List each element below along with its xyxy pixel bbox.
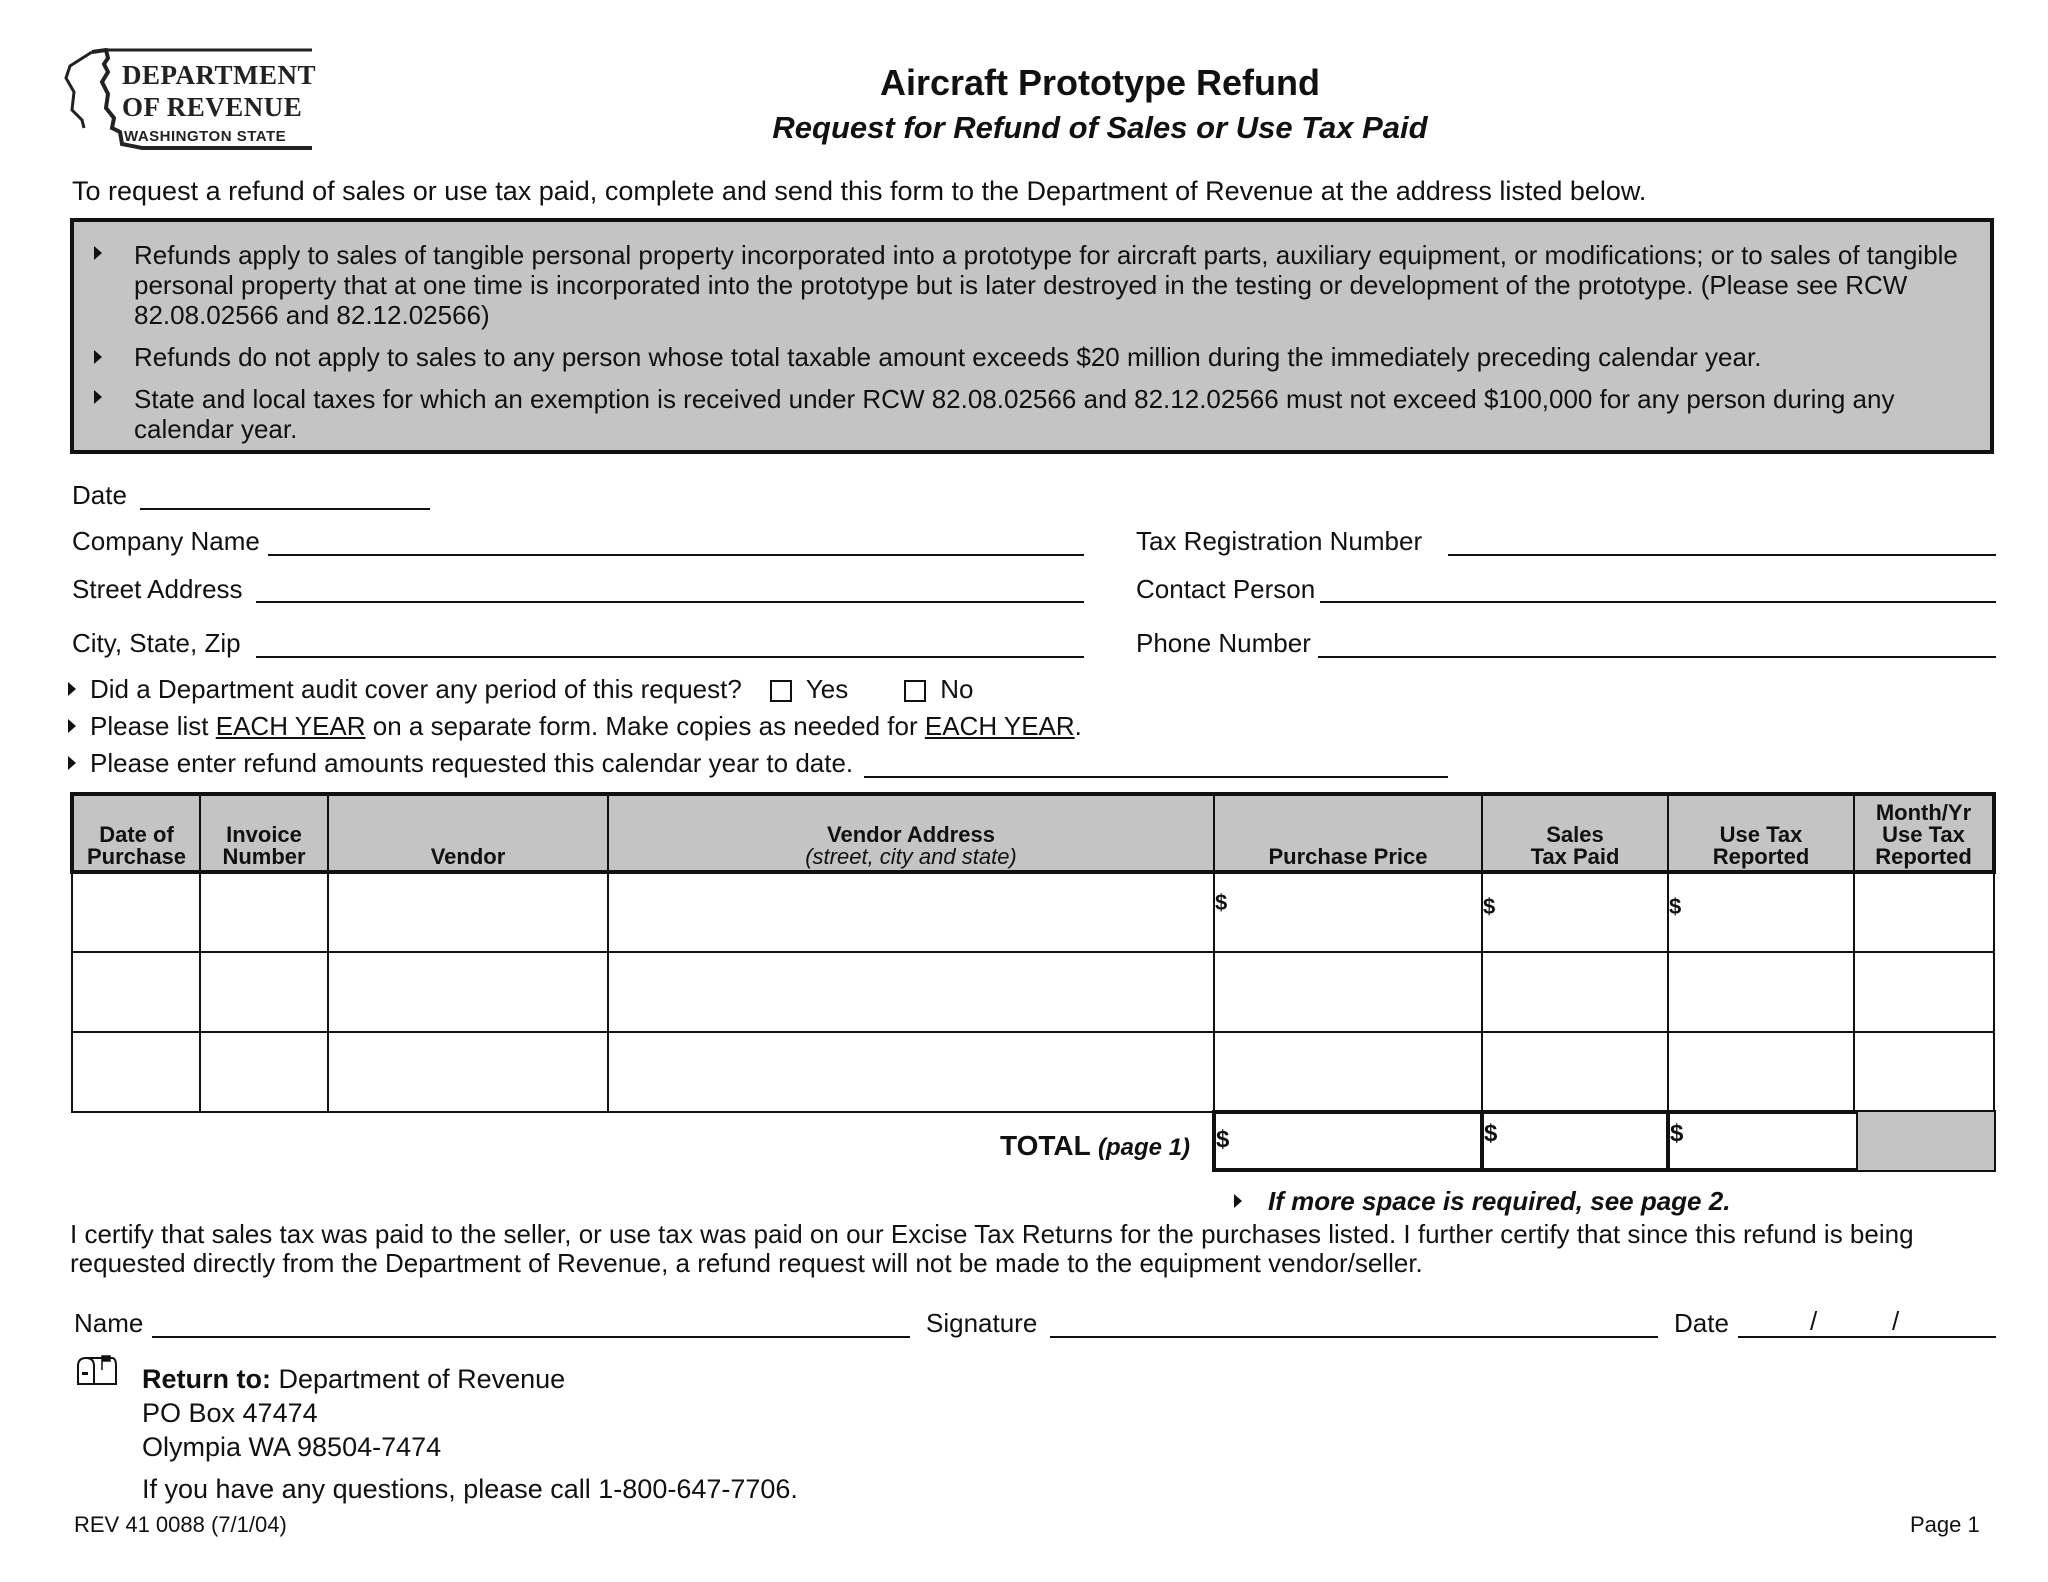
- form-title: Aircraft Prototype Refund: [879, 62, 1321, 103]
- sign-date-field[interactable]: [1738, 1336, 1996, 1338]
- page-number: Page 1: [1910, 1512, 1980, 1537]
- dollar-sign: $: [1215, 890, 1228, 915]
- date-slash: /: [1892, 1306, 1900, 1336]
- logo-line-1: DEPARTMENT: [122, 60, 317, 90]
- return-address: [142, 1362, 798, 1506]
- info-item-1: Refunds apply to sales of tangible personal property incorporated into a prototype for aircraft parts, auxiliary equipment, or modifications; or to sales of tangible personal property that at one time is incorporated into the prototype but is later destroyed in the testing or development of the prototype. (Please see RCW 82.08.02566 and 82.12.02566): [134, 240, 1958, 330]
- table-cell[interactable]: [200, 872, 328, 952]
- note-text: Please list: [90, 711, 216, 741]
- total-use-tax-field[interactable]: [1666, 1110, 1860, 1172]
- intro-text: To request a refund of sales or use tax paid, complete and send this form to the Department of Revenue at the address listed below.: [72, 176, 1647, 206]
- bullet-icon: [68, 682, 76, 696]
- street-address-field[interactable]: [256, 601, 1084, 603]
- refund-amount-question: [68, 748, 853, 779]
- bullet-icon: [94, 382, 116, 412]
- sales-tax-cell[interactable]: [1482, 872, 1668, 952]
- dollar-sign: $: [1670, 1120, 1684, 1147]
- each-year-emphasis: EACH YEAR: [215, 711, 366, 741]
- col-purchase-price: Purchase Price: [1214, 794, 1482, 872]
- return-label: Return to:: [142, 1364, 271, 1394]
- table-cell[interactable]: [328, 872, 608, 952]
- total-sales-tax-field[interactable]: [1480, 1110, 1670, 1172]
- tax-registration-field[interactable]: [1448, 554, 1996, 556]
- total-month-yr-shaded: [1856, 1110, 1996, 1172]
- table-cell[interactable]: [1854, 872, 1994, 952]
- use-tax-cell[interactable]: [1668, 872, 1854, 952]
- logo-line-3: WASHINGTON STATE: [124, 128, 287, 145]
- dollar-sign: $: [1484, 1120, 1498, 1147]
- form-subtitle: Request for Refund of Sales or Use Tax Paid: [772, 110, 1428, 145]
- contact-person-label: Contact Person: [1136, 574, 1316, 604]
- table-cell[interactable]: [608, 1032, 1214, 1112]
- table-cell[interactable]: [608, 872, 1214, 952]
- return-line-1: Department of Revenue: [278, 1364, 566, 1394]
- dollar-sign: $: [1483, 894, 1496, 919]
- table-cell[interactable]: [328, 952, 608, 1032]
- refund-amount-field[interactable]: [864, 776, 1448, 778]
- refund-amount-text: Please enter refund amounts requested this calendar year to date.: [90, 748, 854, 778]
- each-year-note: [68, 711, 1082, 742]
- phone-number-field[interactable]: [1318, 656, 1996, 658]
- more-space-text: If more space is required, see page 2.: [1268, 1186, 1731, 1216]
- table-cell[interactable]: [1482, 952, 1668, 1032]
- questions-phone: If you have any questions, please call 1-800-647-7706.: [142, 1474, 798, 1504]
- bullet-icon: [94, 342, 116, 372]
- bullet-icon: [68, 719, 76, 733]
- bullet-icon: [94, 238, 116, 268]
- dor-logo: [62, 48, 322, 154]
- table-cell[interactable]: [1214, 952, 1482, 1032]
- signature-label: Signature: [926, 1308, 1038, 1338]
- date-label: Date: [72, 480, 127, 510]
- col-vendor: Vendor: [328, 794, 608, 872]
- table-cell[interactable]: [72, 952, 200, 1032]
- contact-person-field[interactable]: [1320, 601, 1996, 603]
- table-cell[interactable]: [1854, 1032, 1994, 1112]
- total-text: TOTAL: [1000, 1130, 1091, 1161]
- table-cell[interactable]: [72, 1032, 200, 1112]
- form-id: REV 41 0088 (7/1/04): [74, 1512, 287, 1537]
- table-cell[interactable]: [200, 1032, 328, 1112]
- table-cell[interactable]: [200, 952, 328, 1032]
- each-year-emphasis: EACH YEAR: [924, 711, 1075, 741]
- city-state-zip-field[interactable]: [256, 656, 1084, 658]
- company-name-label: Company Name: [72, 526, 260, 556]
- note-text: on a separate form. Make copies as needed for: [365, 711, 925, 741]
- total-purchase-price-field[interactable]: [1212, 1110, 1484, 1172]
- table-cell[interactable]: [1854, 952, 1994, 1032]
- col-invoice-number: Invoice Number: [200, 794, 328, 872]
- city-state-zip-label: City, State, Zip: [72, 628, 241, 658]
- col-use-tax-reported: Use Tax Reported: [1668, 794, 1854, 872]
- signature-field[interactable]: [1050, 1336, 1658, 1338]
- purchase-price-cell[interactable]: [1214, 872, 1482, 952]
- dollar-sign: $: [1216, 1126, 1230, 1153]
- bullet-icon: [1234, 1194, 1242, 1208]
- tax-registration-label: Tax Registration Number: [1136, 526, 1423, 556]
- table-cell[interactable]: [328, 1032, 608, 1112]
- more-space-note: [1234, 1186, 1730, 1217]
- table-cell[interactable]: [1668, 1032, 1854, 1112]
- table-row: [72, 872, 1994, 952]
- note-text: .: [1074, 711, 1082, 741]
- table-row: [72, 1032, 1994, 1112]
- name-label: Name: [74, 1308, 144, 1338]
- col-sales-tax-paid: Sales Tax Paid: [1482, 794, 1668, 872]
- no-checkbox[interactable]: [904, 680, 926, 702]
- return-line-2: PO Box 47474: [142, 1398, 318, 1428]
- bullet-icon: [68, 756, 76, 770]
- date-slash: /: [1810, 1306, 1818, 1336]
- table-row: [72, 952, 1994, 1032]
- col-vendor-address: Vendor Address (street, city and state): [608, 794, 1214, 872]
- no-label: No: [940, 674, 974, 704]
- company-name-field[interactable]: [268, 554, 1084, 556]
- certification-text: I certify that sales tax was paid to the seller, or use tax was paid on our Excise Tax Returns for the purchases listed. I further certify that since this refund is being requested directly from the Department of Revenue, a refund request will not be made to the equipment vendor/seller.: [70, 1219, 1914, 1278]
- table-cell[interactable]: [1482, 1032, 1668, 1112]
- logo-line-2: OF REVENUE: [122, 92, 303, 122]
- total-label: [1000, 1130, 1190, 1162]
- yes-label: Yes: [805, 674, 849, 704]
- info-item-2: Refunds do not apply to sales to any person whose total taxable amount exceeds $20 million during the immediately preceding calendar year.: [134, 342, 1762, 372]
- info-box: [70, 218, 1994, 454]
- total-page-text: (page 1): [1098, 1134, 1191, 1161]
- table-cell[interactable]: [72, 872, 200, 952]
- date-field[interactable]: [140, 508, 430, 510]
- audit-question: [68, 674, 973, 705]
- table-cell[interactable]: [1214, 1032, 1482, 1112]
- table-cell[interactable]: [1668, 952, 1854, 1032]
- table-cell[interactable]: [608, 952, 1214, 1032]
- info-item-3: State and local taxes for which an exemption is received under RCW 82.08.02566 and 82.12.02566 must not exceed $100,000 for any person during any calendar year.: [134, 384, 1895, 444]
- sign-date-label: Date: [1674, 1308, 1729, 1338]
- yes-checkbox[interactable]: [770, 680, 792, 702]
- phone-number-label: Phone Number: [1136, 628, 1311, 658]
- dollar-sign: $: [1669, 894, 1682, 919]
- col-month-yr-use-tax: Month/Yr Use Tax Reported: [1854, 794, 1994, 872]
- col-date-of-purchase: Date of Purchase: [72, 794, 200, 872]
- audit-question-text: Did a Department audit cover any period of this request?: [90, 674, 742, 704]
- purchases-table: [70, 792, 1996, 1113]
- mailbox-icon: [74, 1354, 118, 1391]
- street-address-label: Street Address: [72, 574, 243, 604]
- return-line-3: Olympia WA 98504-7474: [142, 1432, 442, 1462]
- name-field[interactable]: [152, 1336, 910, 1338]
